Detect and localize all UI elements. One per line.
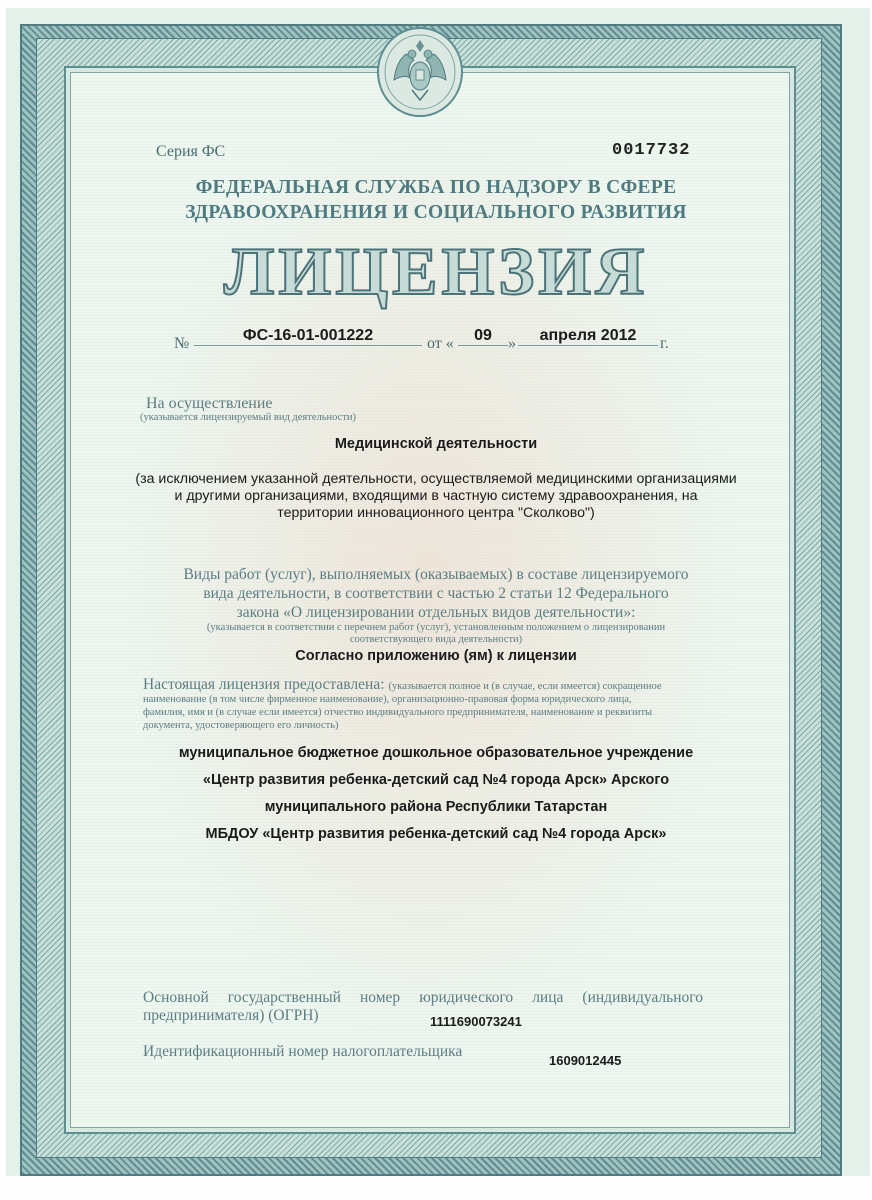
coat-of-arms-emblem (376, 22, 464, 118)
licensee-short-name: МБДОУ «Центр развития ребенка-детский сад №4 города Арск» (205, 826, 667, 842)
license-day: 09 (458, 327, 508, 346)
activity-note-line-2: и другими организациями, входящими в частную систему здравоохранения, на (174, 488, 698, 504)
activity-note-line-1: (за исключением указанной деятельности, осуществляемой медицинскими организациями (135, 471, 737, 487)
number-sign: № (174, 335, 190, 352)
licensee-name-line-3: муниципального района Республики Татарстан (264, 799, 608, 815)
works-value: Согласно приложению (ям) к лицензии (295, 648, 577, 664)
licensee-hint-line-1: (указывается полное и (в случае, если имеется) сокращенное (388, 681, 662, 692)
ogrn-label-line-2: предпринимателя) (ОГРН) (143, 1007, 319, 1024)
activity-value: Медицинской деятельности (334, 436, 538, 452)
quote-close: » (508, 335, 516, 352)
date-from-label (427, 335, 454, 353)
agency-line-1: ФЕДЕРАЛЬНАЯ СЛУЖБА ПО НАДЗОРУ В СФЕРЕ (195, 177, 677, 198)
document-title: ЛИЦЕНЗИЯ (223, 233, 649, 309)
licensee-hint-line-4: документа, удостоверяющего его личность) (143, 720, 339, 731)
year-suffix: г. (660, 335, 669, 352)
license-month-year: апреля 2012 (518, 327, 658, 346)
licensee-hint-line-2: наименование (в том числе фирменное наименование), организационно-правовая форма юридического лица, (143, 694, 632, 705)
licensee-name (110, 740, 762, 848)
agency-name (120, 175, 752, 225)
ogrn-label-line-1: Основной государственный номер юридического лица (индивидуального (143, 989, 703, 1006)
works-label-line-2: вида деятельности, в соответствии с частью 2 статьи 12 Федерального (203, 585, 669, 602)
activity-note-line-3: территории инновационного центра "Сколково") (277, 505, 595, 521)
from-label: от (427, 335, 442, 352)
licensee-hint-line-3: фамилия, имя и (в случае если имеется) отчество индивидуального предпринимателя, наименование и реквизиты (143, 707, 653, 718)
quote-open: « (445, 335, 454, 352)
activity-hint: (указывается лицензируемый вид деятельности) (140, 412, 357, 423)
works-hint-line-2: соответствующего вида деятельности) (349, 634, 523, 645)
license-number: ФС-16-01-001222 (194, 327, 422, 346)
activity-label: На осуществление (146, 395, 273, 412)
licensee-name-line-1: муниципальное бюджетное дошкольное образовательное учреждение (178, 745, 694, 761)
licensee-name-line-2: «Центр развития ребенка-детский сад №4 города Арск» Арского (202, 772, 670, 788)
inn-label: Идентификационный номер налогоплательщика (143, 1043, 463, 1060)
form-number: 0017732 (612, 141, 691, 160)
works-label-line-1: Виды работ (услуг), выполняемых (оказываемых) в составе лицензируемого (183, 566, 689, 583)
ogrn-value: 1111690073241 (430, 1014, 522, 1029)
licensee-label-block (143, 678, 733, 732)
works-label-line-3: закона «О лицензировании отдельных видов деятельности»: (236, 604, 636, 621)
agency-line-2: ЗДРАВООХРАНЕНИЯ И СОЦИАЛЬНОГО РАЗВИТИЯ (185, 202, 687, 223)
works-hint (110, 622, 762, 646)
activity-note (100, 471, 772, 522)
inn-value: 1609012445 (549, 1053, 622, 1068)
works-hint-line-1: (указывается в соответствии с перечнем работ (услуг), установленным положением о лицензировании (206, 622, 666, 633)
works-label (110, 565, 762, 622)
series-label: Серия ФС (156, 143, 226, 160)
licensee-label: Настоящая лицензия предоставлена: (143, 676, 385, 693)
